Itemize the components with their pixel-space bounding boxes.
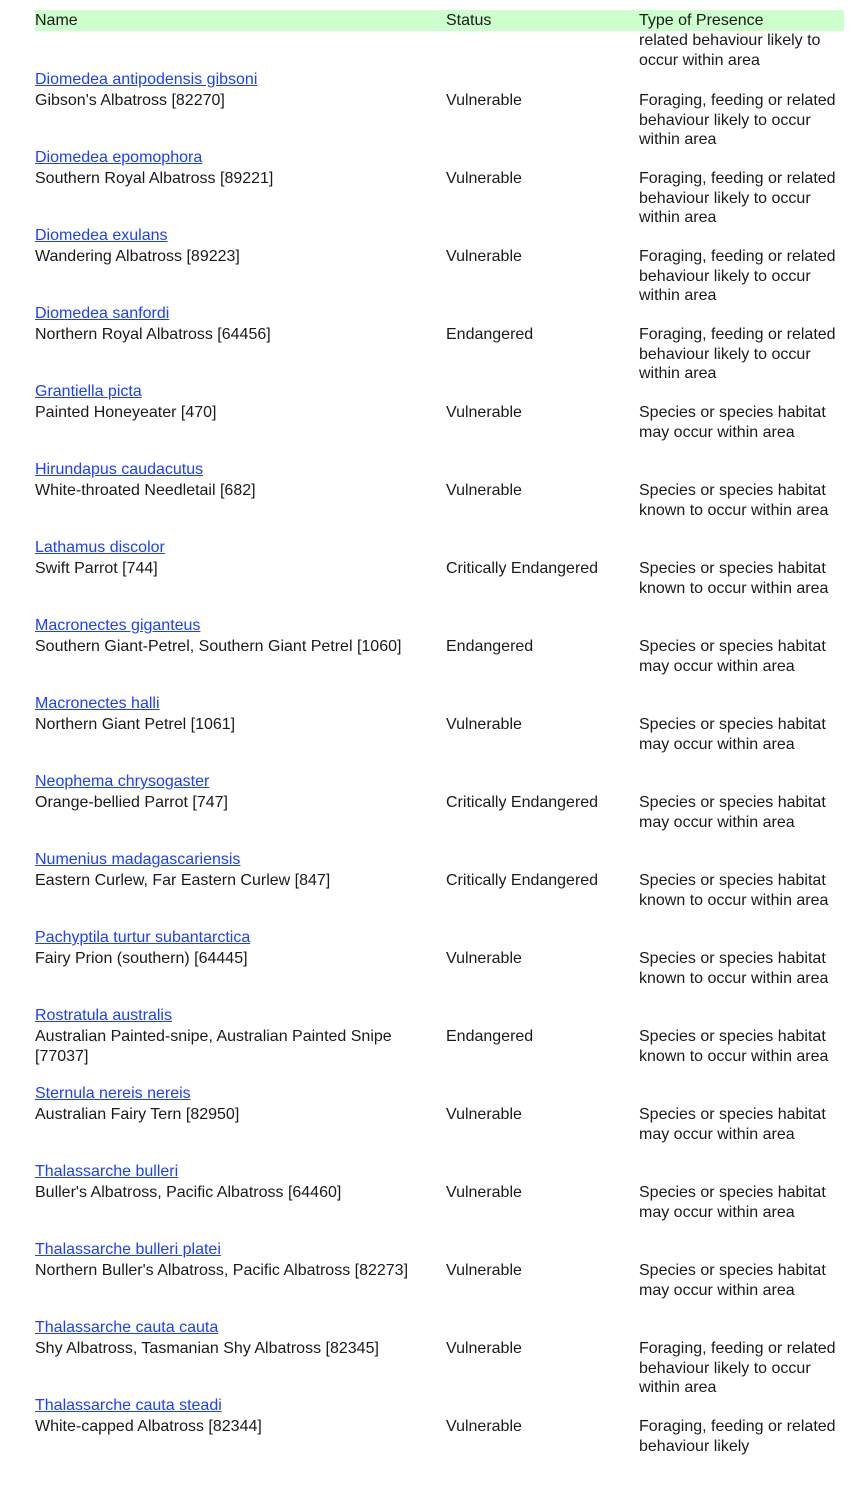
presence-cell: Species or species habitat known to occur within area: [639, 1028, 829, 1065]
presence-cell: Species or species habitat may occur within area: [639, 1262, 826, 1299]
common-name: Shy Albatross, Tasmanian Shy Albatross [82345]: [35, 1340, 379, 1357]
status-cell: Vulnerable: [446, 92, 522, 109]
header-presence: Type of Presence: [639, 12, 764, 29]
table-row: [35, 693, 844, 771]
presence-cell: Species or species habitat known to occur within area: [639, 482, 829, 519]
table-row: [35, 1083, 844, 1161]
common-name: Painted Honeyeater [470]: [35, 404, 217, 421]
continuation-row: [35, 31, 844, 69]
status-cell: Vulnerable: [446, 1340, 522, 1357]
table-row: [35, 1161, 844, 1239]
status-cell: Critically Endangered: [446, 794, 599, 811]
status-cell: Critically Endangered: [446, 872, 599, 889]
presence-cell: Foraging, feeding or related behaviour likely to occur within area: [639, 92, 836, 148]
presence-cell: Species or species habitat known to occur within area: [639, 950, 829, 987]
species-link[interactable]: Numenius madagascariensis: [35, 851, 241, 868]
presence-cell: Foraging, feeding or related behaviour likely to occur within area: [639, 326, 836, 382]
status-cell: Critically Endangered: [446, 560, 599, 577]
species-link[interactable]: Thalassarche bulleri platei: [35, 1241, 221, 1258]
common-name: Wandering Albatross [89223]: [35, 248, 240, 265]
common-name: Orange-bellied Parrot [747]: [35, 794, 228, 811]
species-link[interactable]: Thalassarche cauta cauta: [35, 1319, 219, 1336]
header-name: Name: [35, 12, 78, 29]
table-row: [35, 537, 844, 615]
presence-cell: Species or species habitat known to occur within area: [639, 560, 829, 597]
common-name: Australian Painted-snipe, Australian Painted Snipe [77037]: [35, 1028, 392, 1065]
header-status: Status: [446, 12, 492, 29]
common-name: Gibson's Albatross [82270]: [35, 92, 225, 109]
species-link[interactable]: Hirundapus caudacutus: [35, 461, 204, 478]
presence-cell: Foraging, feeding or related behaviour likely to occur within area: [639, 170, 836, 226]
table-row: [35, 381, 844, 459]
table-row: [35, 849, 844, 927]
status-cell: Endangered: [446, 1028, 534, 1045]
status-cell: Vulnerable: [446, 716, 522, 733]
status-cell: Vulnerable: [446, 170, 522, 187]
table-row: [35, 927, 844, 1005]
status-cell: Vulnerable: [446, 1184, 522, 1201]
presence-cell: Species or species habitat may occur within area: [639, 716, 826, 753]
table-row: [35, 459, 844, 537]
status-cell: Vulnerable: [446, 1418, 522, 1435]
species-link[interactable]: Thalassarche bulleri: [35, 1163, 179, 1180]
presence-cell: Species or species habitat may occur within area: [639, 638, 826, 675]
presence-cell: Species or species habitat may occur within area: [639, 404, 826, 441]
common-name: Eastern Curlew, Far Eastern Curlew [847]: [35, 872, 331, 889]
common-name: Northern Giant Petrel [1061]: [35, 716, 236, 733]
table-row: [35, 303, 844, 381]
table-row: [35, 225, 844, 303]
common-name: Northern Buller's Albatross, Pacific Albatross [82273]: [35, 1262, 409, 1279]
species-link[interactable]: Diomedea epomophora: [35, 149, 203, 166]
species-link[interactable]: Pachyptila turtur subantarctica: [35, 929, 251, 946]
status-cell: Vulnerable: [446, 1262, 522, 1279]
presence-cell: Foraging, feeding or related behaviour likely to occur within area: [639, 1340, 836, 1396]
common-name: Southern Giant-Petrel, Southern Giant Petrel [1060]: [35, 638, 402, 655]
table-row: [35, 615, 844, 693]
presence-cell: Species or species habitat may occur within area: [639, 794, 826, 831]
species-link[interactable]: Lathamus discolor: [35, 539, 165, 556]
continuation-presence: related behaviour likely to occur within area: [639, 32, 821, 69]
table-row: [35, 69, 844, 147]
presence-cell: Species or species habitat may occur within area: [639, 1184, 826, 1221]
species-link[interactable]: Grantiella picta: [35, 383, 142, 400]
common-name: Australian Fairy Tern [82950]: [35, 1106, 240, 1123]
status-cell: Endangered: [446, 326, 534, 343]
status-cell: Vulnerable: [446, 482, 522, 499]
table-row: [35, 1005, 844, 1083]
species-link[interactable]: Diomedea exulans: [35, 227, 168, 244]
species-link[interactable]: Diomedea antipodensis gibsoni: [35, 71, 258, 88]
common-name: Southern Royal Albatross [89221]: [35, 170, 274, 187]
species-link[interactable]: Sternula nereis nereis: [35, 1085, 191, 1102]
table-row: [35, 1317, 844, 1395]
species-link[interactable]: Rostratula australis: [35, 1007, 172, 1024]
presence-cell: Foraging, feeding or related behaviour likely: [639, 1418, 836, 1455]
common-name: Swift Parrot [744]: [35, 560, 158, 577]
common-name: White-capped Albatross [82344]: [35, 1418, 262, 1435]
presence-cell: Species or species habitat may occur within area: [639, 1106, 826, 1143]
status-cell: Vulnerable: [446, 950, 522, 967]
common-name: Northern Royal Albatross [64456]: [35, 326, 271, 343]
species-link[interactable]: Macronectes giganteus: [35, 617, 201, 634]
table-row: [35, 1395, 844, 1473]
presence-cell: Foraging, feeding or related behaviour likely to occur within area: [639, 248, 836, 304]
status-cell: Vulnerable: [446, 248, 522, 265]
species-link[interactable]: Thalassarche cauta steadi: [35, 1397, 222, 1414]
common-name: Buller's Albatross, Pacific Albatross [64460]: [35, 1184, 342, 1201]
presence-cell: Species or species habitat known to occur within area: [639, 872, 829, 909]
status-cell: Vulnerable: [446, 404, 522, 421]
table-row: [35, 1239, 844, 1317]
table-header: [35, 10, 844, 31]
common-name: White-throated Needletail [682]: [35, 482, 256, 499]
status-cell: Endangered: [446, 638, 534, 655]
status-cell: Vulnerable: [446, 1106, 522, 1123]
table-body: [35, 69, 844, 1473]
table-row: [35, 147, 844, 225]
species-table: [35, 10, 844, 1473]
table-row: [35, 771, 844, 849]
species-link[interactable]: Neophema chrysogaster: [35, 773, 210, 790]
species-link[interactable]: Diomedea sanfordi: [35, 305, 170, 322]
common-name: Fairy Prion (southern) [64445]: [35, 950, 248, 967]
species-link[interactable]: Macronectes halli: [35, 695, 160, 712]
